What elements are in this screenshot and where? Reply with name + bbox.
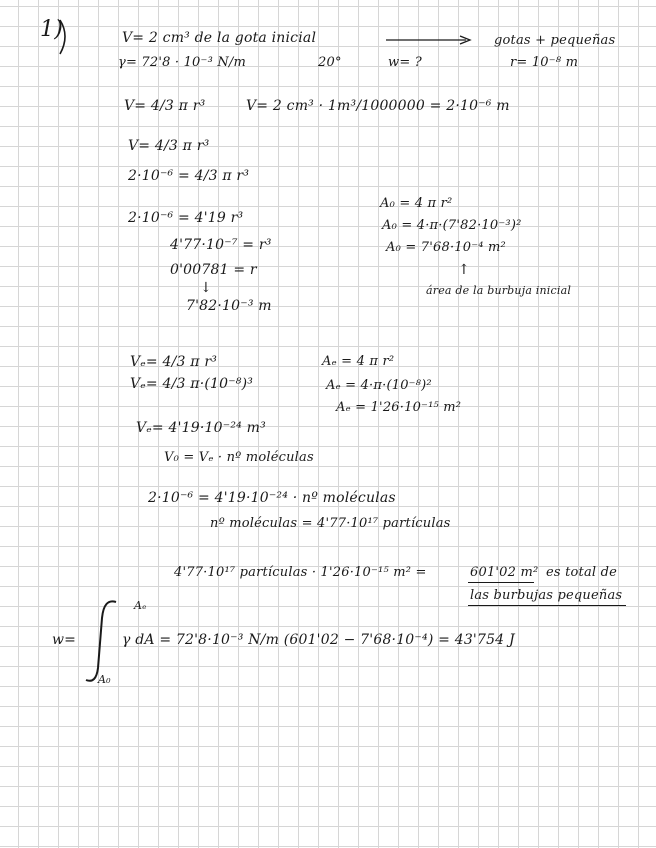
total-area-caption: las burbujas pequeñas: [470, 588, 623, 603]
total-area-underline: [468, 582, 534, 583]
radius-step-2: 4'77·10⁻⁷ = r³: [170, 237, 272, 253]
volume-relation: V₀ = Vₑ · nº moléculas: [164, 450, 314, 465]
down-arrow: ↓: [200, 280, 212, 296]
problem-number: 1): [40, 17, 63, 42]
work-label: w=: [52, 632, 77, 648]
integral-upper-limit: Aₑ: [134, 599, 147, 612]
area-result: A₀ = 7'68·10⁻⁴ m²: [386, 240, 506, 255]
up-arrow: ↑: [458, 262, 470, 278]
temperature: 20°: [318, 55, 342, 70]
surface-tension: γ= 72'8 · 10⁻³ N/m: [118, 55, 247, 70]
volume-formula-repeat: V= 4/3 π r³: [128, 138, 210, 154]
initial-bubble-area-caption: área de la burbuja inicial: [426, 284, 572, 297]
volume-conversion: V= 2 cm³ · 1m³/1000000 = 2·10⁻⁶ m: [246, 98, 510, 114]
initial-radius-result: 7'82·10⁻³ m: [186, 298, 272, 314]
work-calculation: γ dA = 72'8·10⁻³ N/m (601'02 − 7'68·10⁻⁴) = 43'754 J: [122, 632, 515, 648]
total-caption-underline: [468, 605, 626, 606]
volume-substitution: 2·10⁻⁶ = 4/3 π r³: [128, 168, 250, 184]
radius-step-1: 2·10⁻⁶ = 4'19 r³: [128, 210, 244, 226]
small-area-result: Aₑ = 1'26·10⁻¹⁵ m²: [336, 400, 462, 415]
molecule-count: nº moléculas = 4'77·10¹⁷ partículas: [210, 516, 451, 531]
small-area-formula: Aₑ = 4 π r²: [322, 354, 395, 369]
small-volume-result: Vₑ= 4'19·10⁻²⁴ m³: [136, 420, 266, 436]
small-radius: r= 10⁻⁸ m: [510, 55, 579, 70]
area-formula: A₀ = 4 π r²: [380, 196, 453, 211]
radius-step-3: 0'00781 = r: [170, 262, 257, 278]
total-area-note: es total de: [546, 565, 618, 580]
total-area-value: 601'02 m²: [470, 565, 539, 580]
total-area-equation: 4'77·10¹⁷ partículas · 1'26·10⁻¹⁵ m² =: [174, 565, 427, 580]
unknown-work: w= ?: [388, 55, 422, 70]
small-area-substitution: Aₑ = 4·π·(10⁻⁸)²: [326, 378, 432, 393]
small-drops-label: gotas + pequeñas: [494, 33, 616, 48]
area-substitution: A₀ = 4·π·(7'82·10⁻³)²: [382, 218, 522, 233]
right-arrow-icon: [386, 34, 476, 46]
given-volume: V= 2 cm³ de la gota inicial: [122, 30, 317, 46]
integral-lower-limit: A₀: [98, 673, 111, 686]
molecule-equation: 2·10⁻⁶ = 4'19·10⁻²⁴ · nº moléculas: [148, 490, 396, 506]
small-volume-substitution: Vₑ= 4/3 π·(10⁻⁸)³: [130, 376, 254, 392]
volume-formula: V= 4/3 π r³: [124, 98, 206, 114]
problem-number-bracket-icon: [56, 18, 76, 58]
small-volume-formula: Vₑ= 4/3 π r³: [130, 354, 218, 370]
